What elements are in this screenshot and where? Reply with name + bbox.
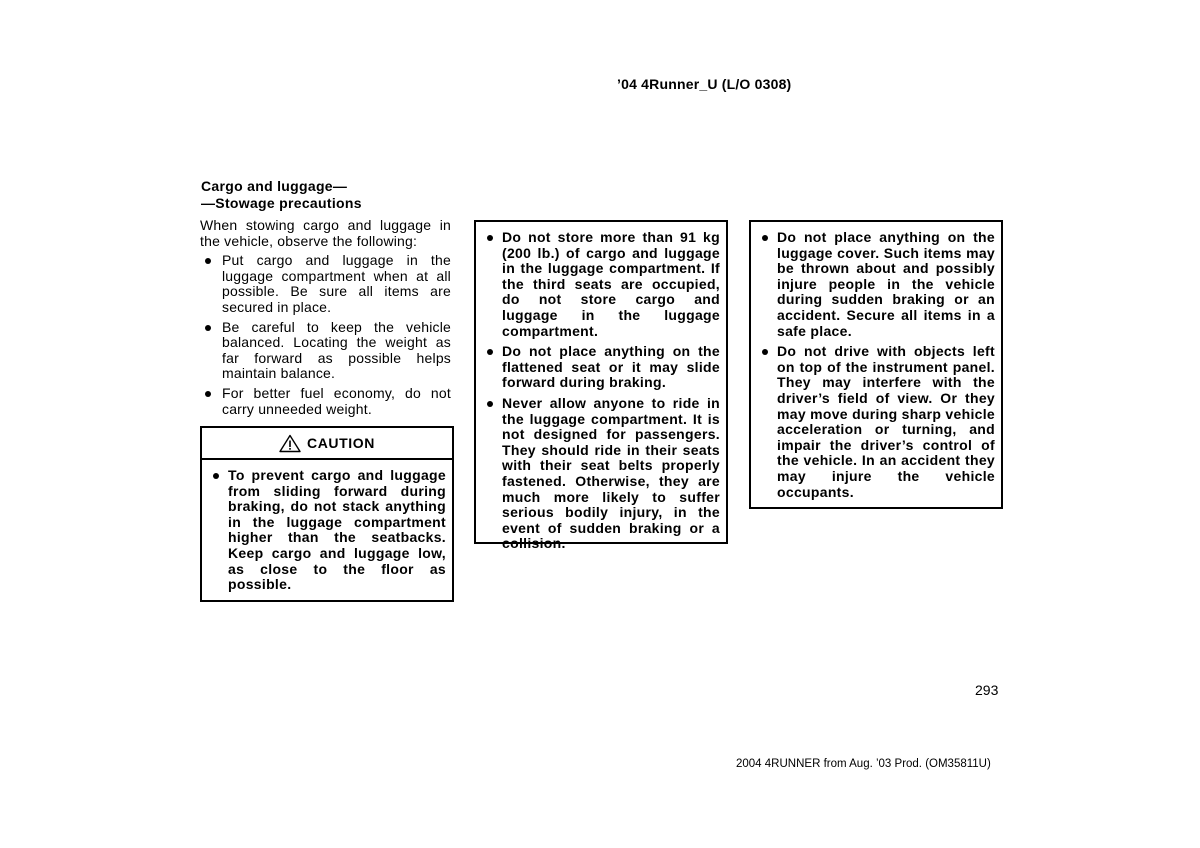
- caution-continued-box-2: [749, 220, 1003, 509]
- warning-triangle-icon: [279, 434, 301, 453]
- bullet-icon: [487, 349, 493, 355]
- document-header-code: ’04 4Runner_U (L/O 0308): [617, 76, 792, 92]
- section-title: [201, 178, 362, 212]
- list-item-text: Put cargo and luggage in the luggage compartment when at all possible. Be sure all items are secured in place.: [222, 252, 451, 315]
- intro-paragraph: When stowing cargo and luggage in the vehicle, observe the following:: [200, 217, 451, 249]
- caution-item-text: Never allow anyone to ride in the luggage compartment. It is not designed for passengers. They should ride in their seats with their seat belts properly fastened. Otherwise, they are much more likely to suffer serious bodily injury, in the event of sudden braking or a collision.: [502, 394, 720, 552]
- caution-list: [202, 460, 452, 593]
- caution-continued-box-1: [474, 220, 728, 552]
- section-title-line-1: Cargo and luggage—: [201, 178, 348, 194]
- bullet-icon: [762, 349, 768, 355]
- caution-item-text: Do not store more than 91 kg (200 lb.) of cargo and luggage in the luggage compartment. If the third seats are occupied, do not store cargo and luggage in the luggage compartment.: [502, 229, 720, 339]
- bullet-icon: [762, 235, 768, 241]
- caution-item: [757, 230, 995, 339]
- caution-item: [757, 344, 995, 500]
- bullet-icon: [487, 401, 493, 407]
- bullet-icon: [205, 325, 211, 331]
- caution-list: [751, 222, 1001, 500]
- caution-item-text: Do not drive with objects left on top of the instrument panel. They may interfere with the driver’s field of view. Or they may move during sharp vehicle acceleration or turning, and impair the driver’s control of the vehicle. In an accident they may injure the vehicle occupants.: [777, 343, 995, 500]
- intro-column: [200, 218, 451, 421]
- caution-box: [200, 426, 454, 602]
- list-item-text: Be careful to keep the vehicle balanced. Locating the weight as far forward as possible helps maintain balance.: [222, 318, 451, 382]
- caution-item: [208, 468, 446, 593]
- list-item-text: For better fuel economy, do not carry unneeded weight.: [222, 384, 451, 417]
- document-footer: 2004 4RUNNER from Aug. ’03 Prod. (OM35811U): [736, 758, 991, 770]
- bullet-icon: [487, 235, 493, 241]
- stowing-tips-list: [200, 253, 451, 417]
- caution-heading: CAUTION: [307, 435, 375, 451]
- list-item: [200, 386, 451, 417]
- list-item: [200, 253, 451, 315]
- caution-item-text: Do not place anything on the flattened seat or it may slide forward during braking.: [502, 343, 720, 391]
- caution-list: [476, 222, 726, 552]
- page-number: 293: [975, 682, 999, 698]
- section-title-line-2: —Stowage precautions: [201, 195, 362, 211]
- caution-item-text: To prevent cargo and luggage from sliding forward during braking, do not stack anything in the luggage compartment higher than the seatbacks. Keep cargo and luggage low, as close to the floor as possible.: [228, 467, 446, 593]
- caution-item: [482, 344, 720, 391]
- list-item: [200, 320, 451, 382]
- bullet-icon: [205, 258, 211, 264]
- bullet-icon: [213, 473, 219, 479]
- caution-item: [482, 396, 720, 552]
- caution-item-text: Do not place anything on the luggage cover. Such items may be thrown about and possibly injure people in the vehicle during sudden braking or an accident. Secure all items in a safe place.: [777, 229, 995, 339]
- bullet-icon: [205, 391, 211, 397]
- caution-item: [482, 230, 720, 339]
- caution-header: [202, 428, 452, 460]
